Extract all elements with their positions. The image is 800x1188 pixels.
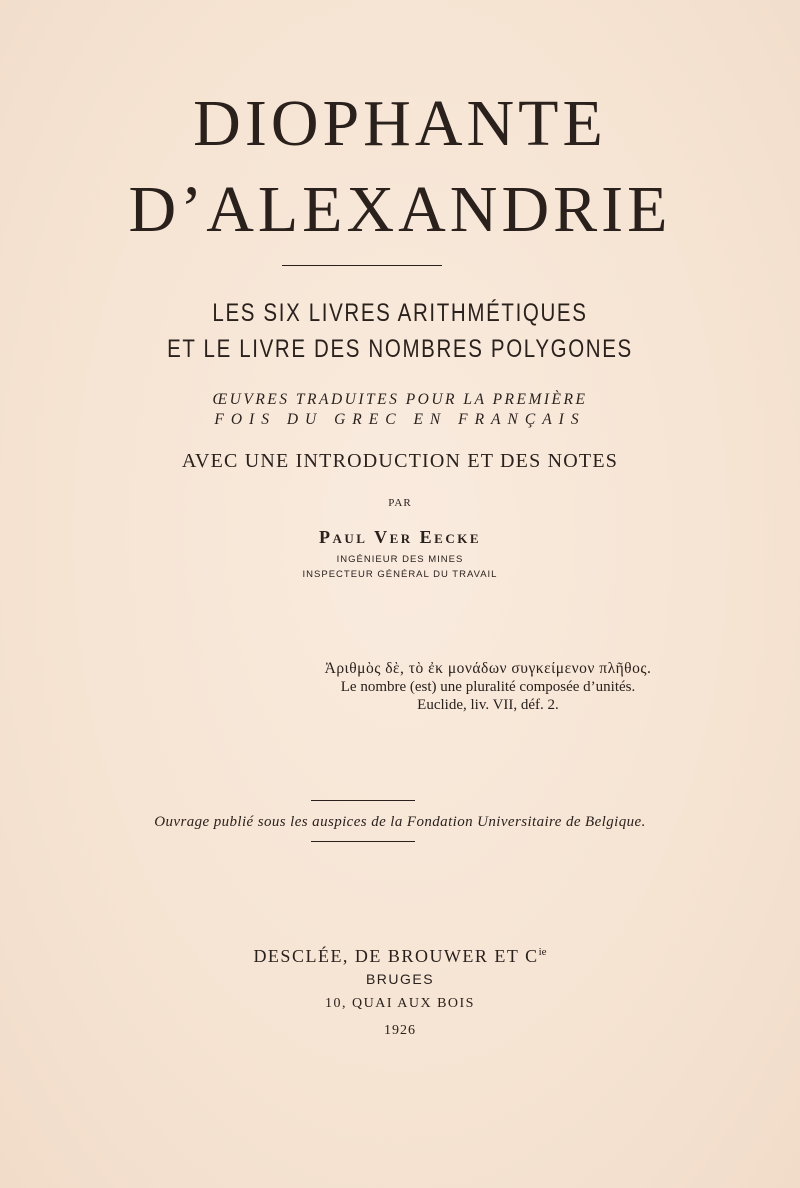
publisher-name-text: DESCLÉE, DE BROUWER ET C <box>253 946 539 966</box>
introduction-note: AVEC UNE INTRODUCTION ET DES NOTES <box>181 450 619 472</box>
publisher-city: BRUGES <box>365 971 435 987</box>
subtitle-line-1: LES SIX LIVRES ARITHMÉTIQUES <box>212 299 588 327</box>
sponsor-note: Ouvrage publié sous les auspices de la Fondation Universitaire de Belgique. <box>154 814 646 830</box>
subtitle-line-2: ET LE LIVRE DES NOMBRES POLYGONES <box>167 335 633 363</box>
publication-year: 1926 <box>384 1023 416 1038</box>
epigraph-greek: Ἀριθμὸς δὲ, τὸ ἐκ μονάδων συγκείμενον πλῆθος. <box>324 660 652 677</box>
epigraph-french: Le nombre (est) une pluralité composée d’unités. <box>340 679 636 695</box>
translation-note-line-1: ŒUVRES TRADUITES POUR LA PREMIÈRE <box>212 391 588 408</box>
title-line-1: DIOPHANTE <box>193 87 607 160</box>
publisher-name-sup: ie <box>538 946 547 958</box>
author-role-2: INSPECTEUR GÉNÉRAL DU TRAVAIL <box>302 569 498 580</box>
author-name: Paul Ver Eecke <box>318 527 482 547</box>
author-role-1: INGÉNIEUR DES MINES <box>336 554 464 565</box>
by-label: PAR <box>388 497 412 509</box>
divider-rule-upper <box>311 800 415 801</box>
epigraph-source: Euclide, liv. VII, déf. 2. <box>417 697 559 713</box>
title-line-2: D’ALEXANDRIE <box>128 173 672 246</box>
publisher-name <box>0 940 800 968</box>
divider-rule-top <box>282 265 442 266</box>
translation-note-line-2: FOIS DU GREC EN FRANÇAIS <box>214 411 586 428</box>
publisher-address: 10, QUAI AUX BOIS <box>325 996 475 1011</box>
epigraph <box>318 660 658 714</box>
divider-rule-lower <box>311 841 415 842</box>
